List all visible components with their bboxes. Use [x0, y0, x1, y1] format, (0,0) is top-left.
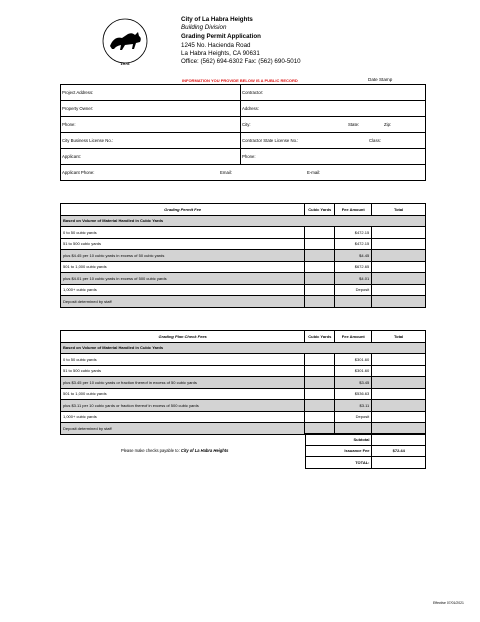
division-name: Building Division [181, 24, 227, 31]
public-record-notice: INFORMATION YOU PROVIDE BELOW IS A PUBLIC RECORD [182, 78, 298, 83]
issuance-fee-value: $72.44 [372, 445, 426, 457]
table-row: 0 to 50 cubic yards $301.60 [61, 354, 426, 366]
address-field[interactable]: Address: [242, 106, 259, 111]
seal-year: 1978 [120, 61, 130, 66]
col-header-amount: Fee Amount [335, 331, 372, 343]
col-header-total: Total [372, 204, 426, 216]
table-row: Deposit determined by staff [61, 296, 426, 308]
city-name: City of La Habra Heights [181, 16, 253, 23]
table-row: 1,000+ cubic yards Deposit [61, 411, 426, 423]
table-row: plus $4.45 per 10 cubic yards in excess of 50 cubic yards $4.45 [61, 250, 426, 262]
city-license-field[interactable]: City Business License No.: [62, 138, 114, 143]
effective-date: Effective 07/01/2021 [433, 601, 464, 605]
email-field-2[interactable]: E-mail: [307, 170, 321, 175]
table-row: 1,000+ cubic yards Deposit [61, 284, 426, 296]
col-header-fee: Grading Plan Check Fees [61, 331, 305, 343]
state-field[interactable]: State: [348, 122, 360, 127]
col-header-yards: Cubic Yards [305, 204, 335, 216]
date-stamp-label: Date Stamp [368, 77, 393, 82]
table-row: 0 to 50 cubic yards $472.15 [61, 227, 426, 239]
applicant-phone-field-right[interactable]: Phone: [242, 154, 256, 159]
grading-plan-check-fee-table [60, 330, 426, 435]
property-owner-field[interactable]: Property Owner: [62, 106, 94, 111]
table-row: plus $4.01 per 10 cubic yards in excess of 500 cubic yards $4.01 [61, 273, 426, 285]
phone-field[interactable]: Phone: [62, 122, 76, 127]
city-seal-logo [98, 16, 152, 70]
state-license-field[interactable]: Contractor State License No.: [242, 138, 299, 143]
total-value[interactable] [372, 457, 426, 469]
table-row: plus $3.11 per 10 cubic yards or fraction thereof in excess of 500 cubic yards $3.11 [61, 400, 426, 412]
grading-permit-fee-table [60, 203, 426, 308]
email-field[interactable]: Email: [220, 170, 232, 175]
section-header: Based on Volume of Material Handled in Cubic Yards [61, 215, 426, 227]
table-row: Deposit determined by staff [61, 423, 426, 435]
contractor-field[interactable]: Contractor: [242, 90, 264, 95]
address-line-1: 1245 No. Hacienda Road [181, 42, 251, 49]
address-line-2: La Habra Heights, CA 90631 [181, 50, 260, 57]
table-row: plus $3.45 per 10 cubic yards or fraction thereof in excess of 50 cubic yards $3.45 [61, 377, 426, 389]
col-header-total: Total [372, 331, 426, 343]
total-label: TOTAL: [306, 457, 372, 469]
subtotal-value[interactable] [372, 434, 426, 446]
col-header-fee: Grading Permit Fee [61, 204, 305, 216]
table-row: 51 to 500 cubic yards $472.15 [61, 238, 426, 250]
table-row: 501 to 1,000 cubic yards $672.65 [61, 261, 426, 273]
project-address-field[interactable]: Project Address: [62, 90, 94, 95]
issuance-fee-label: Issuance Fee [306, 445, 372, 457]
form-title: Grading Permit Application [181, 33, 261, 40]
contact-line: Office: (562) 694-6302 Fax: (562) 690-5010 [181, 58, 301, 65]
zip-field[interactable]: Zip: [384, 122, 392, 127]
checks-payee: City of La Habra Heights [180, 448, 229, 453]
applicant-field[interactable]: Applicant: [62, 154, 81, 159]
applicant-phone-field[interactable]: Applicant Phone: [62, 170, 95, 175]
class-field[interactable]: Class: [369, 138, 381, 143]
table-row: 51 to 500 cubic yards $301.60 [61, 365, 426, 377]
city-field[interactable]: City: [242, 122, 251, 127]
fee-summary-table [305, 433, 426, 469]
col-header-amount: Fee Amount [335, 204, 372, 216]
subtotal-label: Subtotal [306, 434, 372, 446]
section-header: Based on Volume of Material Handled in Cubic Yards [61, 342, 426, 354]
col-header-yards: Cubic Yards [305, 331, 335, 343]
table-row: 501 to 1,000 cubic yards $536.63 [61, 388, 426, 400]
checks-payable-note: Please make checks payable to: City of La Habra Heights [121, 448, 229, 453]
